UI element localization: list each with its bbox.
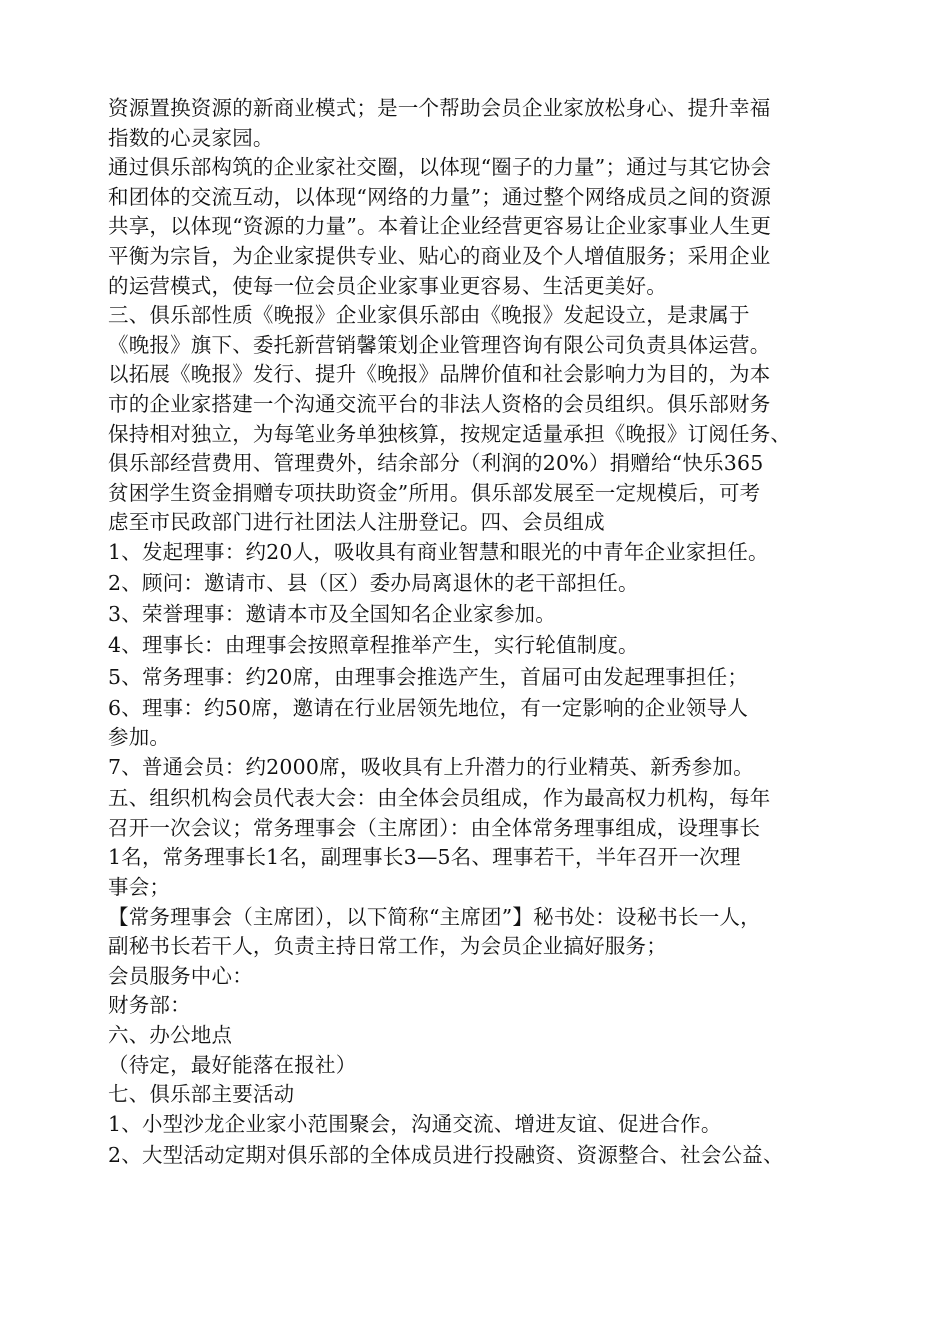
text-line: 2、顾问：邀请市、县（区）委办局离退休的老干部担任。 [108,571,639,596]
text-line: 和团体的交流互动，以体现“网络的力量”；通过整个网络成员之间的资源 [108,184,772,209]
text-line: 俱乐部经营费用、管理费外，结余部分（利润的20%）捐赠给“快乐365 [108,451,764,476]
text-line: 以拓展《晚报》发行、提升《晚报》品牌价值和社会影响力为目的，为本 [108,362,771,387]
text-line: 1、发起理事：约20人，吸收具有商业智慧和眼光的中青年企业家担任。 [108,539,769,564]
text-line: 7、普通会员：约2000席，吸收具有上升潜力的行业精英、新秀参加。 [108,755,754,780]
text-line: 的运营模式，使每一位会员企业家事业更容易、生活更美好。 [108,273,667,298]
text-line: 保持相对独立，为每笔业务单独核算，按规定适量承担《晚报》订阅任务、 [108,421,792,446]
text-line: 六、办公地点 [108,1022,233,1047]
text-line: 1名，常务理事长1名，副理事长3—5名、理事若干，半年召开一次理 [108,845,741,870]
text-line: 6、理事：约50席，邀请在行业居领先地位，有一定影响的企业领导人 [108,695,749,720]
text-line: 财务部： [108,993,191,1018]
text-line: 《晚报》旗下、委托新营销馨策划企业管理咨询有限公司负责具体运营。 [108,332,771,357]
text-line: 参加。 [108,725,171,750]
text-line: 4、理事长：由理事会按照章程推举产生，实行轮值制度。 [108,633,639,658]
text-line: 通过俱乐部构筑的企业家社交圈，以体现“圈子的力量”；通过与其它协会 [108,155,772,180]
text-line: 五、组织机构会员代表大会：由全体会员组成，作为最高权力机构，每年 [108,786,771,811]
text-line: 2、大型活动定期对俱乐部的全体成员进行投融资、资源整合、社会公益、 [108,1142,784,1167]
text-line: 【常务理事会（主席团），以下简称“主席团”】秘书处：设秘书长一人， [108,904,761,929]
text-line: 3、荣誉理事：邀请本市及全国知名企业家参加。 [108,602,556,627]
text-line: 贫困学生资金捐赠专项扶助资金”所用。俱乐部发展至一定规模后，可考 [108,480,761,505]
text-line: 召开一次会议；常务理事会（主席团）：由全体常务理事组成，设理事长 [108,815,761,840]
text-line: 副秘书长若干人，负责主持日常工作，为会员企业搞好服务； [108,934,667,959]
text-line: 5、常务理事：约20席，由理事会推选产生，首届可由发起理事担任； [108,664,749,689]
text-line: 事会； [108,875,171,899]
text-line: （待定，最好能落在报社） [108,1052,357,1077]
text-line: 三、俱乐部性质《晚报》企业家俱乐部由《晚报》发起设立，是隶属于 [108,303,750,328]
text-line: 市的企业家搭建一个沟通交流平台的非法人资格的会员组织。俱乐部财务 [108,391,771,416]
text-line: 资源置换资源的新商业模式；是一个帮助会员企业家放松身心、提升幸福 [108,96,771,120]
text-line: 1、小型沙龙企业家小范围聚会，沟通交流、增进友谊、促进合作。 [108,1111,722,1136]
text-line: 七、俱乐部主要活动 [108,1082,295,1107]
text-line: 会员服务中心： [108,963,253,988]
text-line: 虑至市民政部门进行社团法人注册登记。四、会员组成 [108,510,605,535]
text-line: 指数的心灵家园。 [108,125,274,150]
text-line: 共享，以体现“资源的力量”。本着让企业经营更容易让企业家事业人生更 [108,214,772,239]
text-line: 平衡为宗旨，为企业家提供专业、贴心的商业及个人增值服务；采用企业 [108,243,771,268]
document-text-body [108,94,868,1172]
